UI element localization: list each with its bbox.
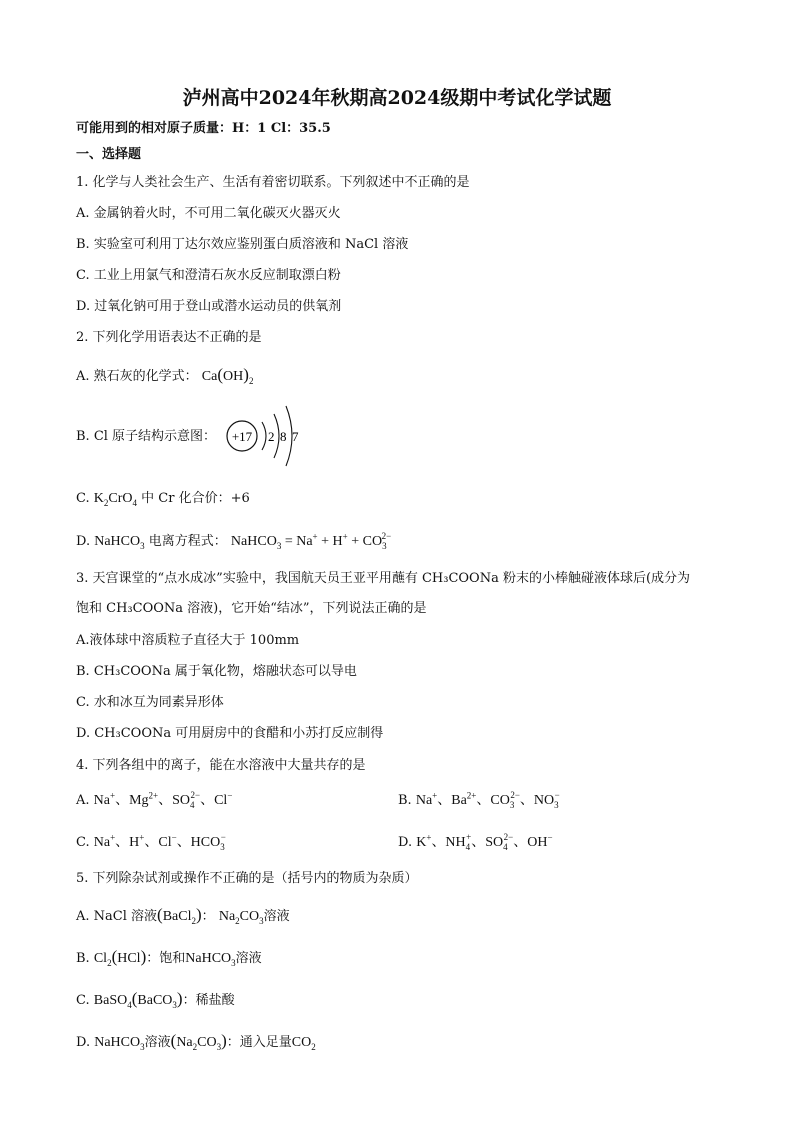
q2-c-label: C. — [76, 491, 90, 506]
q4-stem: 4. 下列各组中的离子，能在水溶液中大量共存的是 — [76, 758, 366, 773]
q5-d-substance: NaHCO$_3$ — [94, 1035, 145, 1052]
q2-c-text: 中 Cr 化合价：+6 — [141, 491, 250, 506]
q4-d-label: D. — [398, 835, 413, 850]
q5-c-text: ：稀盐酸 — [182, 993, 235, 1008]
q5-a-text1: NaCl 溶液 — [93, 909, 158, 924]
q5-c-label: C. — [76, 993, 90, 1008]
q5-option-d — [76, 1032, 316, 1052]
q2-d-equation: NaHCO$_3$ = $Na^+ + H^+ + CO_3^{2-}$ — [230, 531, 392, 551]
q5-d-text2: ：通入足量 — [226, 1035, 292, 1050]
q3-option-c: C. 水和冰互为同素异形体 — [76, 695, 224, 710]
q3-stem-line1: 3. 天宫课堂的“点水成冰”实验中，我国航天员王亚平用蘸有 CH₃COONa 粉末的小棒触碰液体球后(成分为 — [76, 571, 691, 586]
q5-option-b — [76, 948, 262, 968]
q2-d-text: 电离方程式： — [148, 534, 227, 549]
q4-option-a — [76, 792, 232, 810]
q4-b-ions: Na+、$Ba^{2+}$、$CO_3^{2-}$、$NO_3^-$ — [415, 790, 560, 810]
shell-2-count: 8 — [280, 429, 287, 444]
q5-a-label: A. — [76, 909, 90, 924]
q5-a-text3: 溶液 — [263, 909, 290, 924]
q1-option-a: A. 金属钠着火时，不可用二氧化碳灭火器灭火 — [76, 206, 341, 221]
q2-stem: 2. 下列化学用语表达不正确的是 — [76, 330, 262, 345]
q1-option-c: C. 工业上用氯气和澄清石灰水反应制取漂白粉 — [76, 268, 341, 283]
q2-option-a — [76, 366, 253, 386]
q5-b-label: B. — [76, 951, 90, 966]
q2-option-d — [76, 533, 391, 551]
q4-option-b — [398, 792, 560, 810]
q4-c-ions: Na+、H+、Cl−、$HCO_3^-$ — [93, 832, 226, 852]
q3-option-d: D. CH₃COONa 可用厨房中的食醋和小苏打反应制得 — [76, 726, 384, 741]
q4-a-ions: Na+、$Mg^{2+}$、$SO_4^{2-}$、Cl− — [93, 790, 233, 810]
q5-stem: 5. 下列除杂试剂或操作不正确的是（括号内的物质为杂质） — [76, 871, 418, 886]
q5-c-substance: BaSO$_4$(BaCO$_3$) — [93, 989, 183, 1010]
q5-d-text1: 溶液 — [144, 1035, 171, 1050]
q4-c-label: C. — [76, 835, 90, 850]
q5-d-label: D. — [76, 1035, 91, 1050]
q5-d-impurity: $(Na_2CO_3)$ — [170, 1031, 227, 1052]
q3-stem-line2: 饱和 CH₃COONa 溶液)，它开始“结冰”，下列说法正确的是 — [76, 601, 427, 616]
cl-atom-diagram — [222, 402, 312, 470]
q1-option-d: D. 过氧化钠可用于登山或潜水运动员的供氧剂 — [76, 299, 342, 314]
q2-a-formula: $Ca(OH)_2$ — [201, 365, 254, 386]
q4-b-label: B. — [398, 793, 412, 808]
shell-1-count: 2 — [268, 429, 275, 444]
q2-option-b-label: B. Cl 原子结构示意图： — [76, 429, 217, 444]
page-title: 泸州高中2024年秋期高2024级期中考试化学试题 — [182, 87, 612, 109]
q2-option-c — [76, 490, 250, 508]
q5-d-reagent: $CO_2$ — [291, 1035, 316, 1052]
shell-arc-2 — [274, 414, 279, 458]
q1-option-b: B. 实验室可利用丁达尔效应鉴别蛋白质溶液和 NaCl 溶液 — [76, 237, 409, 252]
q4-option-c — [76, 834, 226, 852]
q5-b-reagent: NaHCO$_3$ — [185, 951, 236, 968]
q3-option-a: A.液体球中溶质粒子直径大于 100mm — [76, 633, 300, 648]
q5-b-text: ：饱和 — [146, 951, 186, 966]
q2-c-formula: $K_2CrO_4$ — [93, 491, 138, 508]
q5-option-c — [76, 990, 235, 1010]
q2-d-formula: NaHCO$_3$ — [94, 534, 145, 551]
q4-a-label: A. — [76, 793, 90, 808]
q5-b-text2: 溶液 — [235, 951, 262, 966]
q3-option-b: B. CH₃COONa 属于氧化物，熔融状态可以导电 — [76, 664, 357, 679]
q4-option-d — [398, 834, 553, 852]
atomic-mass-note: 可能用到的相对原子质量：H：1 Cl：35.5 — [76, 121, 331, 136]
q5-option-a — [76, 906, 290, 926]
nucleus-charge: +17 — [231, 429, 253, 444]
q1-stem: 1. 化学与人类社会生产、生活有着密切联系。下列叙述中不正确的是 — [76, 175, 470, 190]
q5-b-substance: $Cl_2(HCl)$ — [93, 947, 147, 968]
q5-a-impurity: (BaCl$_2$) — [157, 905, 202, 926]
q5-a-reagent: $Na_2CO_3$ — [218, 909, 264, 926]
section-heading: 一、选择题 — [76, 147, 142, 162]
shell-3-count: 7 — [292, 429, 299, 444]
q2-a-label: A. 熟石灰的化学式： — [76, 369, 198, 384]
shell-arc-1 — [262, 422, 266, 450]
q5-a-text2: ： — [201, 909, 215, 924]
q2-d-label: D. — [76, 534, 91, 549]
q4-d-ions: K+、$NH_4^+$、$SO_4^{2-}$、OH− — [416, 832, 553, 852]
